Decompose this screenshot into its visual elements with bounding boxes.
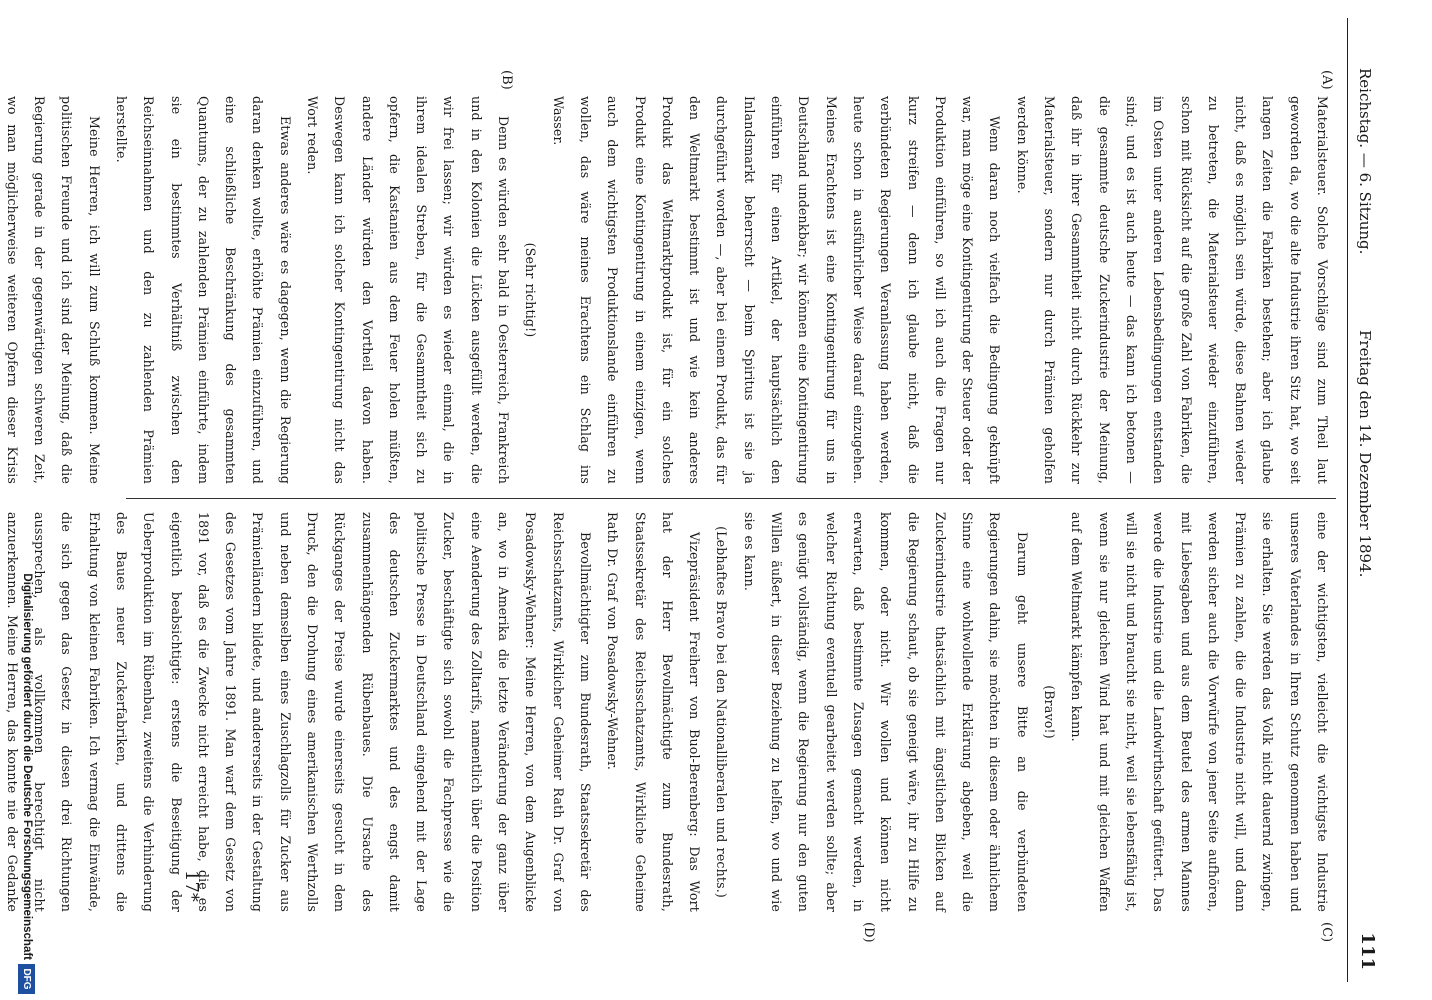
paragraph: eine der wichtigsten, vielleicht die wichtigste Industrie unseres Vaterlandes in Ihren Schutz genommen haben und sie erhalten. Sie werden das Volk nicht dauernd zwingen, Prämien zu zahlen, die die Industrie nicht will, und dann werden sicher auch die Vorwürfe von jener Seite aufhören, mit Liebesgaben und aus dem Beutel des armen Mannes werde die Industrie und die Landwirthschaft gefüttert. Das will sie nicht und braucht sie nicht, weil sie lebensfähig ist, wenn sie nur gleichen Wind hat und mit gleichen Waffen auf dem Weltmarkt kämpfen kann. [1069, 512, 1330, 912]
interjection: (Sehr richtig!) [523, 242, 539, 338]
column-divider [126, 498, 1336, 499]
header-rule [1347, 18, 1348, 982]
paragraph: Denn es würden sehr bald in Oesterreich, Frankreich und in den Kolonien die Lücken ausgefüllt werden, die wir frei lassen; wir würden es wieder einmal, die in ihrem idealen Streben, für die Gesammtheit sich zu opfern, die Kastanien aus dem Feuer holen müßten, andere Länder würden den Vortheil davon haben. Deswegen kann ich solcher Kontingentirung nicht das Wort reden. [305, 96, 512, 484]
paragraph: Etwas anderes wäre es dagegen, wenn die Regierung daran denken wollte, erhöhte Prämien einzuführen, und eine schließliche Beschränkung des gesammten Quantums, der zu zahlenden Prämien einführte, indem sie ein bestimmtes Verhältniß zwischen den Reichseinnahmen und den zu zahlenden Prämien herstellte. [113, 96, 293, 484]
speaker-paragraph: Vizepräsident Freiherr von Buol-Berenberg: Das Wort hat der Herr Bevollmächtigte zum Bundesrath, Staatssekretär des Reichsschatzamts, Wirkliche Geheime Rath Dr. Graf von Posadowsky-Wehner. [605, 512, 703, 912]
header-date: Freitag den 14. Dezember 1894. [1356, 330, 1374, 578]
dfg-logo: DFG [18, 964, 35, 994]
speaker-paragraph: Bevollmächtigter zum Bundesrath, Staatssekretär des Reichsschatzamts, Wirklicher Geheimer Rath Dr. Graf von Posadowsky-Wehner: Meine Herren, von dem Augenblicke an, wo in Amerika die letzte Veränderung der ganz über eine Aenderung des Zolltarifs, namentlich über die Position Zucker, beschäftigte sich sowohl die Fachpresse wie die politische Presse in Deutschland eingehend mit der Lage des deutschen Zuckermarktes und des engst damit zusammenhängenden Rübenbaues. Die Ursache des Rückganges der Preise wurde einerseits gesucht in dem Druck, den die Drohung eines amerikanischen Werthzolls und neben demselben eines Zuschlagzolls für Zucker aus Prämienländern bildete, und andererseits in der Gestaltung des Gesetzes vom Jahre 1891. Man warf dem Gesetz von 1891 vor, daß es die Zwecke nicht erreicht habe, die es eigentlich beabsichtigte: erstens die Beseitigung der Ueberproduktion im Rübenbau, zweitens die Verhinderung des Baues neuer Zuckerfabriken, und drittens die Erhaltung von kleinen Fabriken. Ich vermag die Einwände, die sich gegen das Gesetz in diesen drei Richtungen aussprechen, als vollkommen berechtigt nicht anzuerkennen. Meine Herren, das konnte nie der Gedanke [4, 512, 593, 912]
interjection: (Bravo!) [1042, 685, 1058, 739]
header-session: Reichstag. — 6. Sitzung. [1356, 68, 1374, 255]
page-number: 111 [1357, 932, 1378, 970]
page-header [1348, 0, 1388, 1000]
interjection: (Lebhaftes Bravo bei den Nationalliberalen und rechts.) [714, 526, 730, 898]
margin-letter-c: (C) [1319, 922, 1334, 943]
left-column [4, 96, 1336, 484]
signature-mark: 17* [181, 870, 202, 902]
paragraph: Meine Herren, ich will zum Schluß kommen. Meine politischen Freunde und ich sind der Meinung, daß die Regierung gerade in der gegenwärtigen schweren Zeit, wo man möglicherweise weiteren Opfern dieser Krisis [4, 96, 102, 484]
digitization-note: Digitalisierung gefördert durch die Deutsche Forschungsgemeinschaft [21, 573, 33, 960]
margin-letter-b: (B) [499, 70, 514, 90]
margin-letter-a: (A) [1319, 70, 1334, 90]
paragraph: Materialsteuer. Solche Vorschläge sind zum Theil laut geworden da, wo die alte Industrie ihren Sitz hat, wo seit langen Zeiten die Fabriken bestehen; aber ich glaube nicht, daß es möglich sein würde, diese Bahnen wieder zu betreten, die Materialsteuer wieder einzuführen, schon mit Rücksicht auf die große Zahl von Fabriken, die im Osten unter anderen Lebensbedingungen entstanden sind; und es ist auch heute — das kann ich betonen — die gesammte deutsche Zuckerindustrie der Meinung, daß ihr in ihrer Gesammtheit nicht durch Rückkehr zur Materialsteuer, sondern nur durch Prämien geholfen werden könne. [1014, 96, 1330, 484]
margin-letter-d: (D) [861, 922, 876, 943]
digitization-strip [15, 0, 37, 1000]
paragraph: Darum geht unsere Bitte an die verbündeten Regierungen dahin, sie möchten in diesem oder ähnlichem Sinne eine wohlwollende Erklärung abgeben, weil die Zuckerindustrie thatsächlich mit ängstlichen Blicken auf die Regierung schaut, ob sie geneigt wäre, ihr zu Hilfe zu kommen, oder nicht. Wir wollen und können nicht erwarten, daß bestimmte Zusagen gemacht werden, in welcher Richtung eventuell gearbeitet werden sollte; aber es genügt vollständig, wenn die Regierung nur den guten Willen äußert, in dieser Beziehung zu helfen, wo und wie sie es kann. [741, 512, 1030, 912]
paragraph: Wenn daran noch vielfach die Bedingung geknüpft war, man möge eine Kontingentirung der Steuer oder der Produktion einführen, so will ich auch die Fragen nur kurz streifen — denn ich glaube nicht, daß die verbündeten Regierungen Veranlassung haben werden, heute schon in ausführlicher Weise darauf einzugehen. Meines Erachtens ist eine Kontingentirung für uns in Deutschland undenkbar; wir können eine Kontingentirung einführen für einen Artikel, der hauptsächlich den Inlandsmarkt beherrscht — beim Spiritus ist sie ja durchgeführt worden —, aber bei einem Produkt, das für den Weltmarkt bestimmt ist und wie kein anderes Produkt das Weltmarktprodukt ist, für ein solches Produkt eine Kontingentirung in einem einzigen, wenn auch dem wichtigsten Produktionslande einführen zu wollen, das wäre meines Erachtens ein Schlag ins Wasser. [550, 96, 1003, 484]
